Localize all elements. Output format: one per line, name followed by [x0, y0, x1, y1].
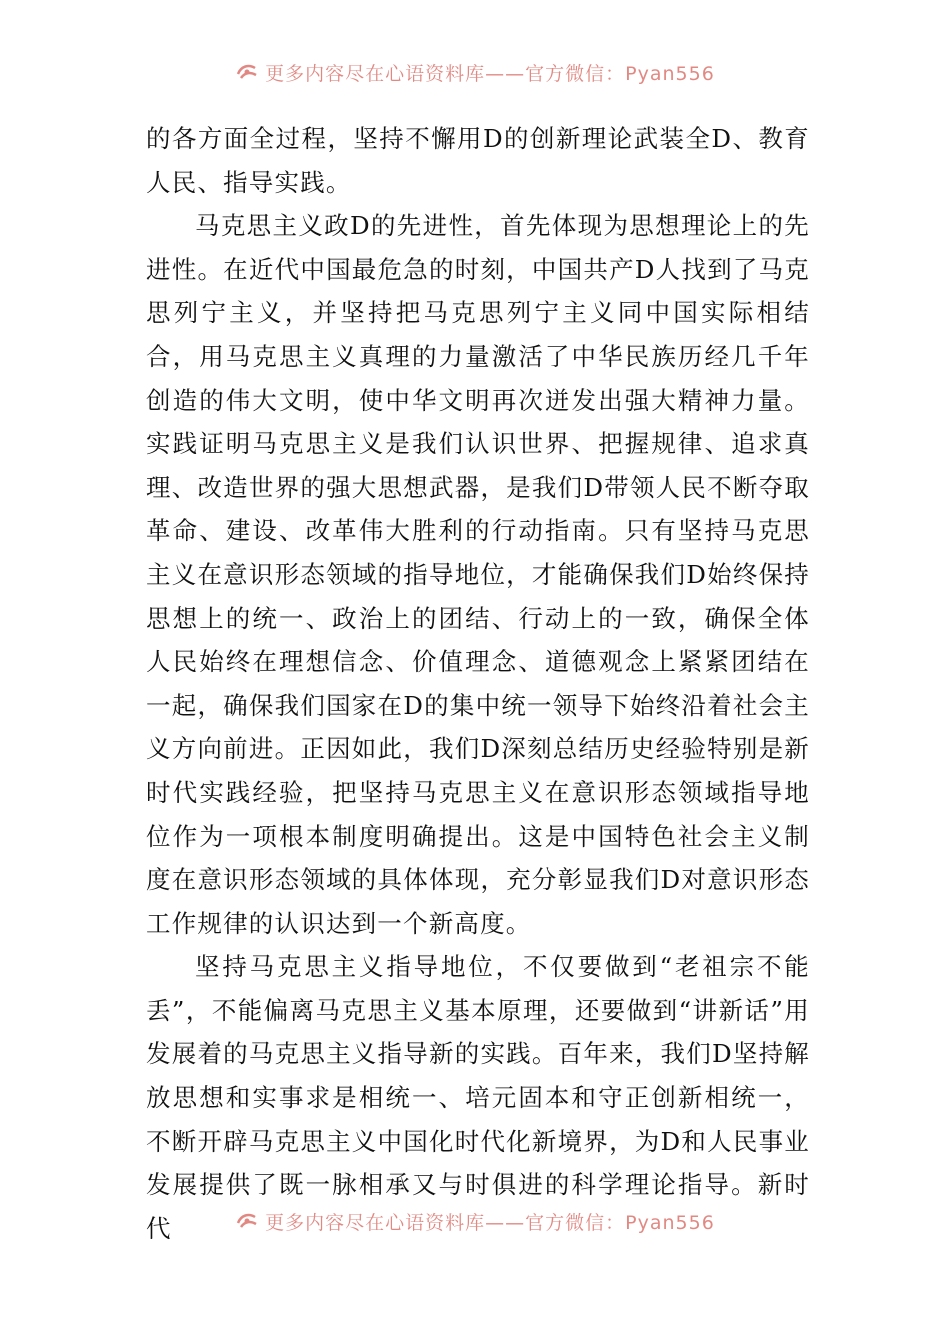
watermark-text: 更多内容尽在心语资料库——官方微信：Pyan556: [265, 62, 715, 85]
header-watermark: [0, 54, 950, 90]
paragraph-2: 马克思主义政D的先进性，首先体现为思想理论上的先进性。在近代中国最危急的时刻，中国共产D人找到了马克思列宁主义，并坚持把马克思列宁主义同中国实际相结合，用马克思主义真理的力量激活了中华民族历经几千年创造的伟大文明，使中华文明再次迸发出强大精神力量。实践证明马克思主义是我们认识世界、把握规律、追求真理、改造世界的强大思想武器，是我们D带领人民不断夺取革命、建设、改革伟大胜利的行动指南。只有坚持马克思主义在意识形态领域的指导地位，才能确保我们D始终保持思想上的统一、政治上的团结、行动上的一致，确保全体人民始终在理想信念、价值理念、道德观念上紧紧团结在一起，确保我们国家在D的集中统一领导下始终沿着社会主义方向前进。正因如此，我们D深刻总结历史经验特别是新时代实践经验，把坚持马克思主义在意识形态领域指导地位作为一项根本制度明确提出。这是中国特色社会主义制度在意识形态领域的具体体现，充分彰显我们D对意识形态工作规律的认识达到一个新高度。: [146, 211, 810, 938]
paragraph-3: 坚持马克思主义指导地位，不仅要做到“老祖宗不能丢”，不能偏离马克思主义基本原理，还要做到“讲新话”用发展着的马克思主义指导新的实践。百年来，我们D坚持解放思想和实事求是相统一、培元固本和守正创新相统一，不断开辟马克思主义中国化时代化新境界，为D和人民事业发展提供了既一脉相承又与时俱进的科学理论指导。新时代: [146, 952, 810, 1243]
document-body: [146, 117, 810, 1250]
footer-watermark: [0, 1203, 950, 1239]
paragraph-1: 的各方面全过程，坚持不懈用D的创新理论武装全D、教育人民、指导实践。: [146, 124, 810, 197]
watermark-text: 更多内容尽在心语资料库——官方微信：Pyan556: [265, 1211, 715, 1234]
watermark-logo-icon: [235, 1209, 259, 1233]
watermark-logo-icon: [235, 60, 259, 84]
